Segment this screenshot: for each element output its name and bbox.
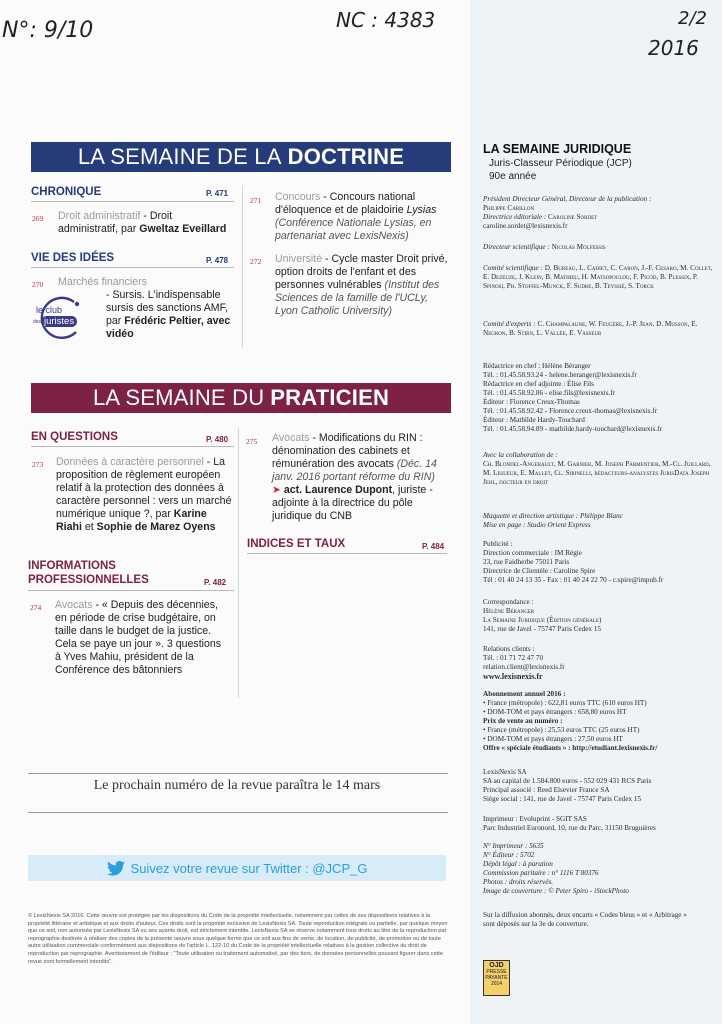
section-infos-1: INFORMATIONS (28, 560, 116, 572)
mast-line: Imprimeur : Evoluprint - SGIT SAS (483, 815, 587, 823)
article-italic: (Institut des Sciences de la famille de l'UCLy, Lyon Catholic University) (275, 279, 440, 317)
mast-line: Rédactrice en chef adjointe : Élise Fils (483, 380, 594, 388)
mast-line: Photos : droits réservés. (483, 878, 554, 886)
article-274[interactable] (55, 599, 227, 677)
article-category: Université (275, 253, 323, 265)
article-number: 273 (32, 460, 44, 469)
badge-text: PAYANTE (485, 975, 508, 981)
section-indices: INDICES ET TAUX (247, 538, 346, 550)
article-italic: (Déc. 14 janv. 2016 portant réforme du RIN) (272, 458, 437, 483)
masthead-numeros (483, 842, 713, 896)
masthead-maquette (483, 512, 713, 530)
badge-text: 2014 (490, 981, 503, 987)
article-number: 270 (32, 280, 44, 289)
masthead-lexisnexis (483, 768, 713, 804)
article-text: - Droit administratif, par (58, 210, 173, 235)
masthead-comite-sci (483, 264, 713, 291)
legal-notice: © LexisNexis SA 2016. Cette œuvre est protégée par les dispositions du Code de la propriété intellectuelle, notamment par celles de ses dispositions relatives à la propriété littéraire et artistique et aux droits d'auteur. Ces droits sont la propriété exclusive de LexisNexis SA. Toute reproduction intégrale ou partielle, par quelque moyen que ce soit, non autorisée par LexisNexis SA ou ses ayants droit, est strictement interdite. LexisNexis SA se réserve notamment tous droits au titre de la reproduction par reprographie destinée à réaliser des copies de la présente oeuvre sous quelque forme que ce soit aux fins de vente, de location, de publicité, de promotion ou de toute autre utilisation commerciale conformément aux dispositions de l'article L. 122-10 du Code de la propriété intellectuelle relatives à la gestion collective du droit de reproduction par reprographie. Avertissement de l'éditeur : "Toute utilisation ou traitement automatisé, par des tiers, de données personnelles pouvant figurer dans cette revue sont formellement interdits". (28, 913, 448, 965)
website-link[interactable]: www.lexisnexis.fr (483, 672, 543, 681)
article-number: 275 (246, 437, 258, 446)
mast-value: caroline.sordet@lexisnexis.fr (483, 222, 568, 230)
mast-line: Publicité : (483, 540, 513, 548)
article-category: Marchés financiers (58, 276, 147, 288)
mast-line: Direction commerciale : IM Régie (483, 549, 582, 557)
mast-line: Tél. : 01.45.58.93.24 - helene.beranger@lexisnexis.fr (483, 371, 637, 379)
mast-value: C. Champalaune, W. Feugère, J.-P. Jean, D. Musson, E. Negron, B. Stirn, L. Vallée, E. Vasseur (483, 320, 698, 337)
mast-line: Maquette et direction artistique : Philippe Blanc (483, 512, 623, 520)
divider (31, 267, 234, 268)
mast-line: Éditeur : Mathilde Hardy-Touchard (483, 416, 585, 424)
banner-light: LA SEMAINE DU (92, 385, 265, 410)
mast-line: Dépôt légal : à parution (483, 860, 553, 868)
article-272[interactable] (275, 253, 451, 318)
article-category: Concours (275, 191, 321, 203)
badge-text: PRESSE (486, 969, 507, 975)
masthead-redaction (483, 362, 713, 434)
twitter-bird-icon (107, 861, 125, 876)
twitter-text: Suivez votre revue sur Twitter : @JCP_G (130, 860, 368, 876)
article-text: - « Depuis des décennies, en période de crise budgétaire, on taille dans le budget de la justice. Cela se paye un jour ». 3 questions à Yves Mahiu, président de la Conférence des bâtonniers (55, 599, 222, 676)
article-author: Sophie de Marez Oyens (96, 521, 216, 533)
mast-line: • France (métropole) : 25,53 euros TTC (25 euros HT) (483, 726, 640, 734)
mast-label: Comité scientifique : (483, 264, 543, 272)
ojd-badge (483, 960, 510, 996)
handwritten-number: N°: 9/10 (2, 18, 94, 43)
article-270[interactable] (58, 276, 234, 289)
mast-line: Tél : 01 40 24 13 35 - Fax : 01 40 24 22 70 - c.spire@impub.fr (483, 576, 664, 584)
mast-line: • France (métropole) : 622,81 euros TTC (610 euros HT) (483, 699, 647, 707)
next-issue-notice: Le prochain numéro de la revue paraîtra le 14 mars (93, 778, 381, 793)
banner-bold: PRATICIEN (270, 385, 390, 410)
handwritten-nc: NC : 4383 (336, 8, 436, 32)
arrow-icon: ➤ (272, 484, 284, 496)
section-questions: EN QUESTIONS (31, 431, 118, 443)
mast-value: Caroline Sordet (548, 213, 598, 221)
article-category: Avocats (55, 599, 93, 611)
column-divider (242, 186, 243, 348)
praticien-banner (31, 383, 451, 413)
mast-line: Relations clients : (483, 645, 535, 653)
article-category: Données à caractère personnel (56, 456, 204, 468)
mast-line: Tél. : 01.45.58.94.89 - mathilde.hardy-touchard@lexisnexis.fr (483, 425, 662, 433)
article-italic: Lysias (406, 204, 437, 216)
masthead-publicite (483, 540, 713, 585)
article-author: Frédéric Peltier, avec vidéo (106, 315, 231, 340)
doctrine-banner (31, 142, 451, 172)
article-number: 271 (250, 196, 262, 205)
mast-value: D. Bureau, L. Cadiet, C. Caron, J.-F. Cesaro, M. Collet, E. Dezeuze, J. Klein, B. Mathieu, H. Matsopoulou, F. Picod, B. Plessix, P. Spinosi, Ph. Stoffel-Munck, F. Sudre, B. Teyssié, S. Torck (483, 264, 713, 290)
page-indices: P. 484 (422, 542, 445, 551)
mast-value: Ch. Blondel-Angebault, M. Garnier, M. Joseph Parmentier, M.-Cl. Juillard, M. Lesueur, E. Mallet, Cl. Sirinelli, rédacteurs-analystes JurisData Joseph Jehl, docteur en droit (483, 460, 711, 486)
mast-line: Directrice de Clientèle : Caroline Spire (483, 567, 596, 575)
article-by: par (106, 315, 125, 327)
mast-line: SA au capital de 1.584.800 euros - 552 029 431 RCS Paris (483, 777, 652, 785)
article-italic: (Conférence Nationale Lysias, en partenariat avec LexisNexis) (275, 217, 432, 242)
column-divider (238, 428, 239, 698)
divider (28, 812, 448, 813)
article-category: Droit administratif (58, 210, 141, 222)
article-273[interactable] (56, 456, 234, 534)
banner-light: LA SEMAINE DE LA (77, 144, 282, 169)
page-chronique: P. 471 (206, 189, 229, 198)
masthead-sub1: Juris-Classeur Périodique (JCP) (489, 158, 632, 169)
divider (247, 553, 447, 554)
mast-value: Nicolas Molfessis (551, 243, 606, 251)
mast-line: • DOM-TOM et pays étrangers : 27,50 euros HT (483, 735, 623, 743)
mast-value: Philippe Carillon (483, 204, 535, 212)
article-270-body (106, 289, 236, 341)
masthead-tarifs (483, 690, 713, 753)
mast-line: Principal associé : Reed Elsevier France SA (483, 786, 610, 794)
page-infos: P. 482 (204, 578, 227, 587)
mast-line: Tél. : 01.45.58.92.86 - elise.fils@lexisnexis.fr (483, 389, 616, 397)
article-275[interactable] (272, 432, 448, 523)
mast-line: 141, rue de Javel - 75747 Paris Cedex 15 (483, 625, 601, 633)
mast-line: Rédactrice en chef : Hélène Béranger (483, 362, 591, 370)
article-and: et (81, 521, 97, 533)
mast-line: • DOM-TOM et pays étrangers : 658,80 euros HT (483, 708, 627, 716)
masthead-title: LA SEMAINE JURIDIQUE (483, 142, 632, 156)
mast-line: 23, rue Faidherbe 75011 Paris (483, 558, 570, 566)
masthead-dir-sci (483, 243, 713, 252)
page-questions: P. 480 (206, 435, 229, 444)
mast-line: Correspondance : (483, 598, 534, 606)
mast-line: Offre « spéciale étudiants » : http://etudiant.lexisnexis.fr/ (483, 744, 658, 752)
mast-line: N° Éditeur : 5702 (483, 851, 535, 859)
mast-label: Abonnement annuel 2016 : (483, 690, 566, 698)
divider (31, 201, 234, 202)
mast-line: Tél. : 01.45.58.92.42 - Florence.creux-thomas@lexisnexis.fr (483, 407, 658, 415)
article-number: 272 (250, 257, 262, 266)
club-juristes-logo (30, 296, 86, 342)
masthead-collab (483, 451, 713, 487)
mast-label: Directrice éditoriale : (483, 213, 547, 221)
article-author: Gweltaz Eveillard (139, 223, 227, 235)
masthead-diffusion: Sur la diffusion abonnés, deux encarts « Codes bleus » et « Arbitrage » sont déposés sur la 3e de couverture. (483, 911, 687, 928)
article-text: - La proposition de règlement européen relatif à la protection des données à caractère personnel : vers un marché numérique unique ?, par (56, 456, 232, 520)
masthead-correspondance (483, 598, 713, 634)
article-author: act. Laurence Dupont (283, 484, 393, 496)
article-271[interactable] (275, 191, 445, 243)
mast-label: Prix de vente au numéro : (483, 717, 563, 725)
article-text: - Cycle master Droit privé, option droits de l'enfant et des personnes vulnérables (275, 253, 448, 291)
divider (28, 590, 234, 591)
twitter-banner[interactable] (28, 855, 446, 881)
masthead-comite-exp (483, 320, 713, 338)
divider (28, 773, 448, 774)
mast-line: Mise en page : Studio Orient Express (483, 521, 591, 529)
club-text: juristes (41, 316, 77, 327)
article-text: - Sursis. L'indispensable sursis des sanctions AMF, (106, 289, 228, 314)
article-text: , juriste - adjointe à la directrice du pôle juridique du CNB (272, 484, 433, 522)
masthead-pdg (483, 195, 713, 231)
mast-line: Siège social : 141, rue de Javel - 75747 Paris Cedex 15 (483, 795, 642, 803)
page-idees: P. 478 (206, 256, 229, 265)
club-text: le club (36, 305, 63, 315)
mast-line: Image de couverture : © Peter Spiro - iStockPhoto (483, 887, 629, 895)
mast-line: LexisNexis SA (483, 768, 527, 776)
mast-label: Directeur scientifique : (483, 243, 550, 251)
article-269[interactable] (58, 210, 234, 236)
article-number: 274 (30, 603, 42, 612)
mast-line: La Semaine Juridique (Édition générale) (483, 616, 602, 624)
mast-label: Avec la collaboration de : (483, 451, 558, 459)
article-category: Avocats (272, 432, 310, 444)
mast-label: Comité d'experts : (483, 320, 536, 328)
section-infos-2: PROFESSIONNELLES (28, 574, 149, 586)
mast-line: Hélène Béranger (483, 607, 535, 615)
badge-text: OJD (489, 962, 504, 969)
article-number: 269 (32, 214, 44, 223)
handwritten-date-top: 2/2 (678, 8, 707, 29)
mast-line: Éditeur : Florence Creux-Thomas (483, 398, 580, 406)
masthead-imprimeur (483, 815, 713, 833)
mast-label: Président Directeur Général, Directeur de la publication : (483, 195, 652, 203)
mast-line: relation.client@lexisnexis.fr (483, 663, 565, 671)
mast-line: N° Imprimeur : 5635 (483, 842, 544, 850)
section-chronique: CHRONIQUE (31, 186, 102, 198)
banner-bold: DOCTRINE (287, 144, 405, 169)
handwritten-date-year: 2016 (648, 36, 699, 60)
club-text: des (33, 319, 42, 325)
article-text: - Concours national d'éloquence et de plaidoirie (275, 191, 416, 216)
mast-line: Parc Industriel Euronord, 10, rue du Parc, 31150 Bruguières (483, 824, 656, 832)
masthead-relations (483, 645, 713, 681)
section-idees: VIE DES IDÉES (31, 252, 115, 264)
article-text: - Modifications du RIN : dénomination des cabinets et rémunération des avocats (272, 432, 423, 470)
masthead-sub2: 90e année (489, 171, 537, 182)
mast-line: Commission paritaire : n° 1116 T 80376 (483, 869, 599, 877)
mast-line: Tél. : 01 71 72 47 70 (483, 654, 544, 662)
article-author: Karine Riahi (56, 508, 207, 533)
divider (31, 446, 234, 447)
